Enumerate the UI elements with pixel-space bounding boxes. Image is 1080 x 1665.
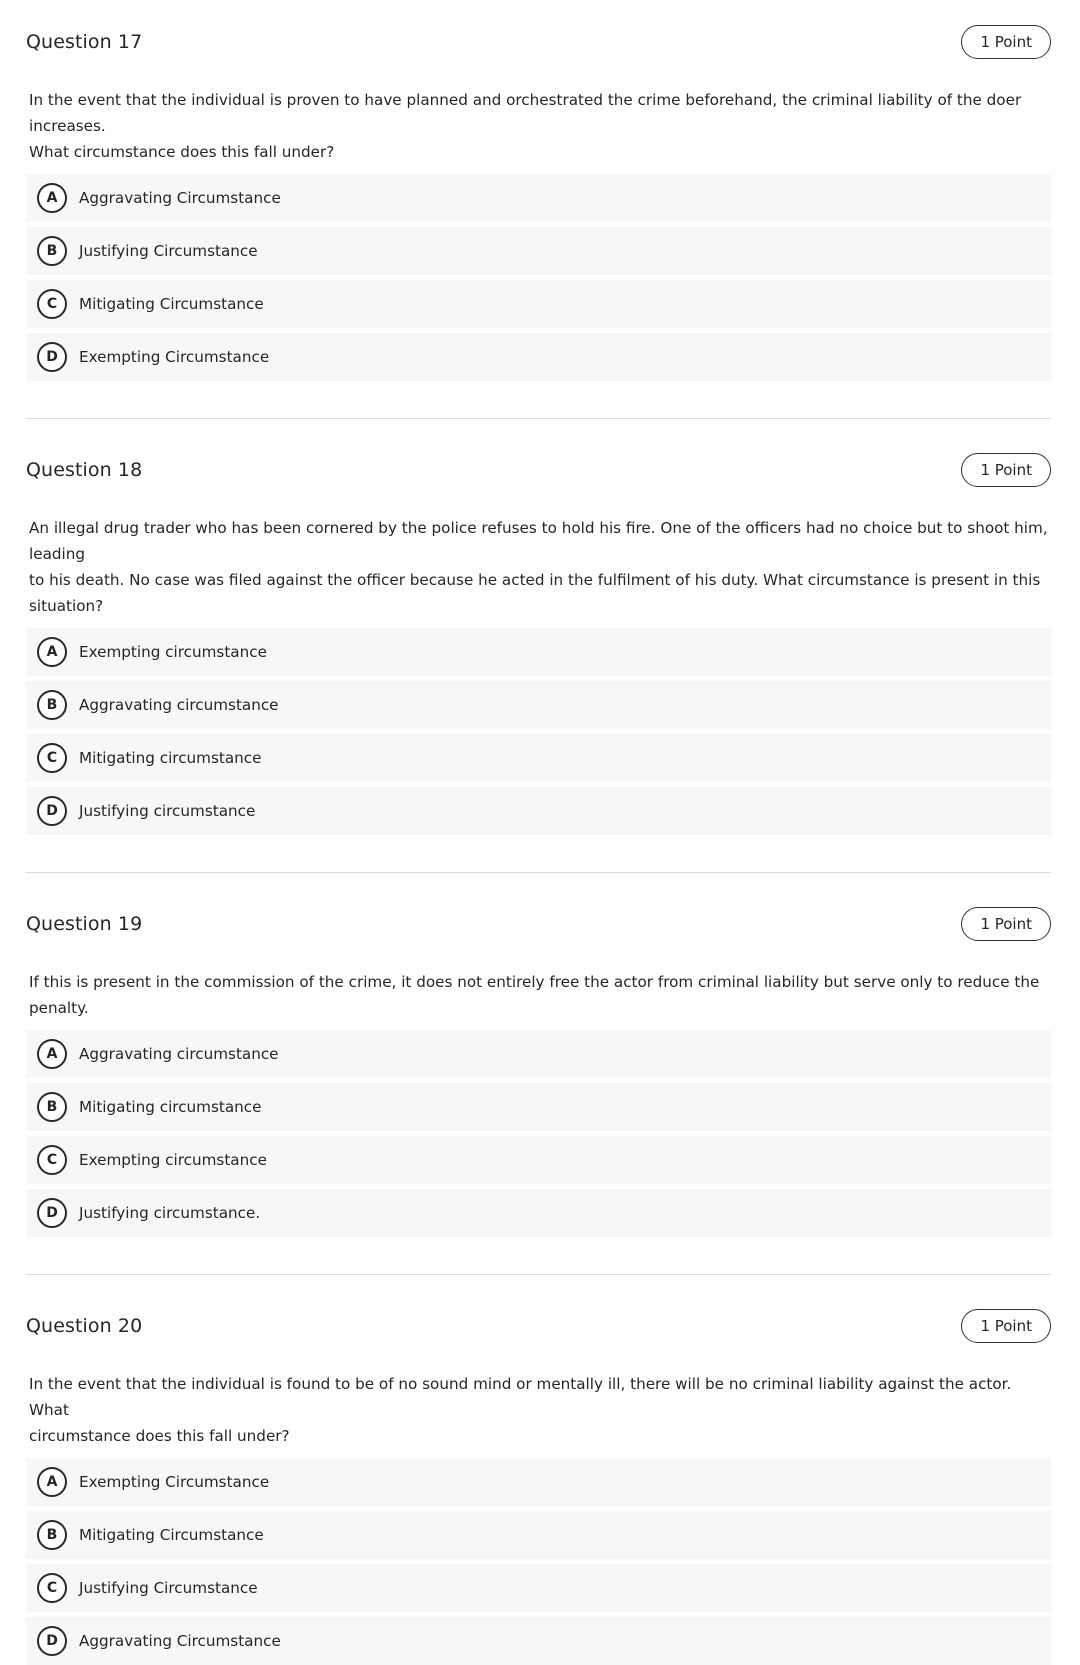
option-label: Aggravating circumstance [79, 696, 279, 714]
question-title: Question 20 [26, 1315, 143, 1337]
question-title: Question 19 [26, 913, 143, 935]
option-label: Justifying circumstance. [79, 1204, 261, 1222]
question-text-line: In the event that the individual is found to be of no sound mind or mentally ill, there will be no criminal liability against the actor. What [29, 1375, 1012, 1419]
option-letter-badge: A [37, 1039, 67, 1069]
option-letter-badge: C [37, 1145, 67, 1175]
option-a[interactable] [26, 1458, 1051, 1506]
question-20 [26, 1309, 1051, 1665]
option-label: Mitigating Circumstance [79, 1526, 264, 1544]
points-badge: 1 Point [961, 1309, 1051, 1343]
option-b[interactable] [26, 681, 1051, 729]
option-letter-badge: B [37, 1520, 67, 1550]
question-header [26, 453, 1051, 487]
options-list [26, 1030, 1051, 1237]
option-letter-badge: D [37, 1626, 67, 1656]
option-c[interactable] [26, 1564, 1051, 1612]
option-c[interactable] [26, 1136, 1051, 1184]
options-list [26, 1458, 1051, 1665]
question-17 [26, 25, 1051, 381]
option-letter-badge: A [37, 1467, 67, 1497]
option-letter-badge: A [37, 637, 67, 667]
question-text [26, 969, 1051, 1021]
option-b[interactable] [26, 1511, 1051, 1559]
option-letter-badge: A [37, 183, 67, 213]
section-divider [26, 872, 1051, 873]
question-header [26, 1309, 1051, 1343]
question-header [26, 907, 1051, 941]
option-label: Exempting Circumstance [79, 1473, 270, 1491]
option-letter-badge: C [37, 743, 67, 773]
quiz-container [0, 25, 1080, 1665]
question-19 [26, 907, 1051, 1237]
option-label: Mitigating circumstance [79, 749, 262, 767]
option-label: Justifying circumstance [79, 802, 256, 820]
option-label: Justifying Circumstance [79, 1579, 258, 1597]
option-label: Justifying Circumstance [79, 242, 258, 260]
option-a[interactable] [26, 174, 1051, 222]
option-label: Exempting circumstance [79, 643, 267, 661]
option-b[interactable] [26, 1083, 1051, 1131]
question-text-line: If this is present in the commission of the crime, it does not entirely free the actor from criminal liability but serve only to reduce the penalty. [29, 973, 1040, 1017]
question-text-line: What circumstance does this fall under? [29, 143, 335, 161]
question-text-line: to his death. No case was filed against the officer because he acted in the fulfilment of his duty. What circumstance is present in this situation? [29, 571, 1041, 615]
option-letter-badge: D [37, 1198, 67, 1228]
option-label: Exempting circumstance [79, 1151, 267, 1169]
option-d[interactable] [26, 333, 1051, 381]
points-badge: 1 Point [961, 453, 1051, 487]
option-letter-badge: C [37, 289, 67, 319]
option-c[interactable] [26, 734, 1051, 782]
option-label: Mitigating Circumstance [79, 295, 264, 313]
option-c[interactable] [26, 280, 1051, 328]
question-text [26, 1371, 1051, 1449]
points-badge: 1 Point [961, 25, 1051, 59]
option-letter-badge: B [37, 236, 67, 266]
option-label: Aggravating Circumstance [79, 1632, 281, 1650]
section-divider [26, 418, 1051, 419]
question-title: Question 17 [26, 31, 143, 53]
question-text-line: An illegal drug trader who has been cornered by the police refuses to hold his fire. One of the officers had no choice but to shoot him, leading [29, 519, 1048, 563]
option-letter-badge: B [37, 1092, 67, 1122]
option-label: Exempting Circumstance [79, 348, 270, 366]
option-letter-badge: B [37, 690, 67, 720]
option-letter-badge: D [37, 342, 67, 372]
question-text [26, 87, 1051, 165]
option-d[interactable] [26, 787, 1051, 835]
option-b[interactable] [26, 227, 1051, 275]
options-list [26, 628, 1051, 835]
question-title: Question 18 [26, 459, 143, 481]
section-divider [26, 1274, 1051, 1275]
question-text-line: In the event that the individual is proven to have planned and orchestrated the crime beforehand, the criminal liability of the doer increases. [29, 91, 1022, 135]
option-letter-badge: D [37, 796, 67, 826]
options-list [26, 174, 1051, 381]
option-a[interactable] [26, 1030, 1051, 1078]
option-d[interactable] [26, 1189, 1051, 1237]
option-a[interactable] [26, 628, 1051, 676]
question-text-line: circumstance does this fall under? [29, 1427, 290, 1445]
option-label: Aggravating circumstance [79, 1045, 279, 1063]
question-18 [26, 453, 1051, 835]
question-text [26, 515, 1051, 619]
points-badge: 1 Point [961, 907, 1051, 941]
option-letter-badge: C [37, 1573, 67, 1603]
option-d[interactable] [26, 1617, 1051, 1665]
question-header [26, 25, 1051, 59]
option-label: Mitigating circumstance [79, 1098, 262, 1116]
option-label: Aggravating Circumstance [79, 189, 281, 207]
